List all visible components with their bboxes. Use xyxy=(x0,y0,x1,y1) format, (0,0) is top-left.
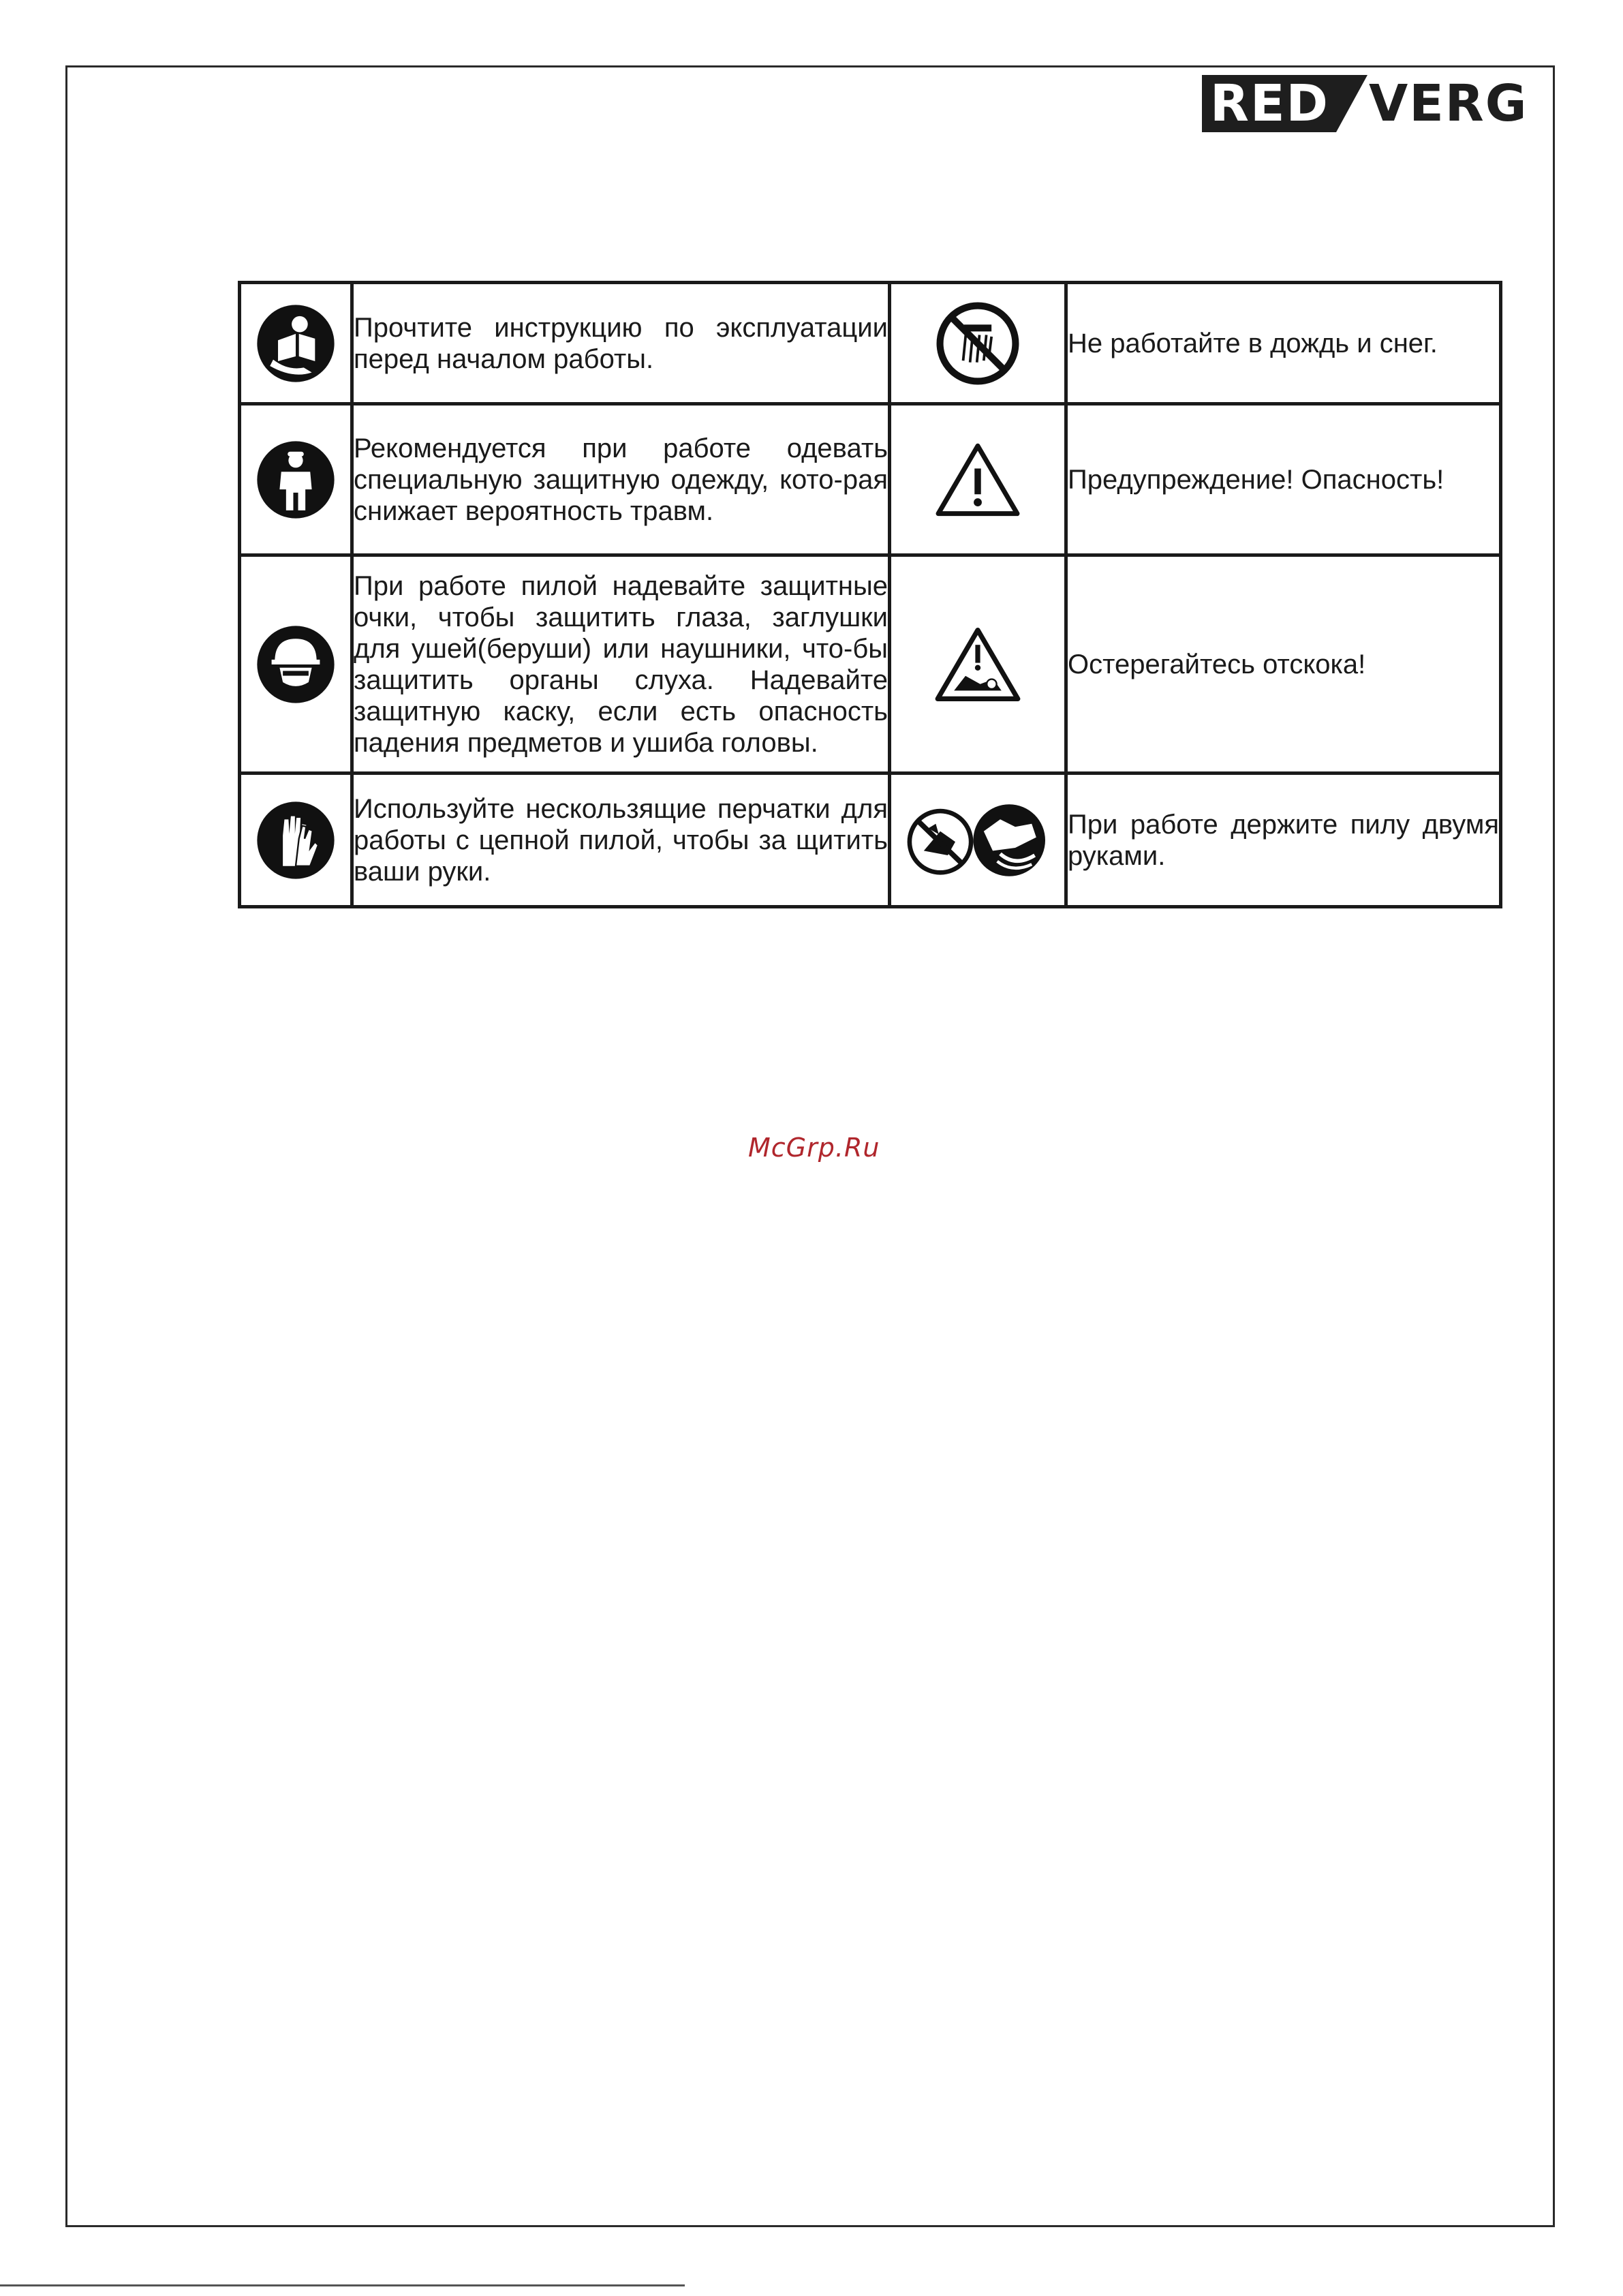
row-1-right-text: Не работайте в дождь и снег. xyxy=(1066,283,1501,404)
table-row xyxy=(240,404,1501,555)
brand-logo-red: RED xyxy=(1202,75,1336,132)
no-rain-snow-icon xyxy=(890,283,1066,404)
warning-triangle-icon xyxy=(890,404,1066,555)
table-row xyxy=(240,283,1501,404)
brand-logo-divider xyxy=(1336,75,1367,132)
footer-divider xyxy=(0,2284,685,2286)
watermark: McGrp.Ru xyxy=(748,1133,880,1163)
head-protection-icon xyxy=(240,555,352,774)
row-4-left-text: Используйте нескользящие перчатки для работы с цепной пилой, чтобы за щитить ваши руки. xyxy=(352,774,890,907)
two-hands-icon xyxy=(890,774,1066,907)
safety-signs-table xyxy=(238,281,1502,908)
row-2-left-text: Рекомендуется при работе одевать специальную защитную одежду, кото-рая снижает вероятность травм. xyxy=(352,404,890,555)
row-3-left-text: При работе пилой надевайте защитные очки, чтобы защитить глаза, заглушки для ушей(беруши) или наушники, что-бы защитить органы слуха. Надевайте защитную каску, если есть опасность падения предметов и ушиба головы. xyxy=(352,555,890,774)
brand-logo-verg: VERG xyxy=(1368,74,1528,133)
row-1-left-text: Прочтите инструкцию по эксплуатации перед началом работы. xyxy=(352,283,890,404)
brand-logo xyxy=(1202,75,1528,132)
row-2-right-text: Предупреждение! Опасность! xyxy=(1066,404,1501,555)
kickback-warning-icon xyxy=(890,555,1066,774)
table-row xyxy=(240,774,1501,907)
row-3-right-text: Остерегайтесь отскока! xyxy=(1066,555,1501,774)
gloves-icon xyxy=(240,774,352,907)
protective-clothing-icon xyxy=(240,404,352,555)
read-manual-icon xyxy=(240,283,352,404)
table-row xyxy=(240,555,1501,774)
row-4-right-text: При работе держите пилу двумя руками. xyxy=(1066,774,1501,907)
